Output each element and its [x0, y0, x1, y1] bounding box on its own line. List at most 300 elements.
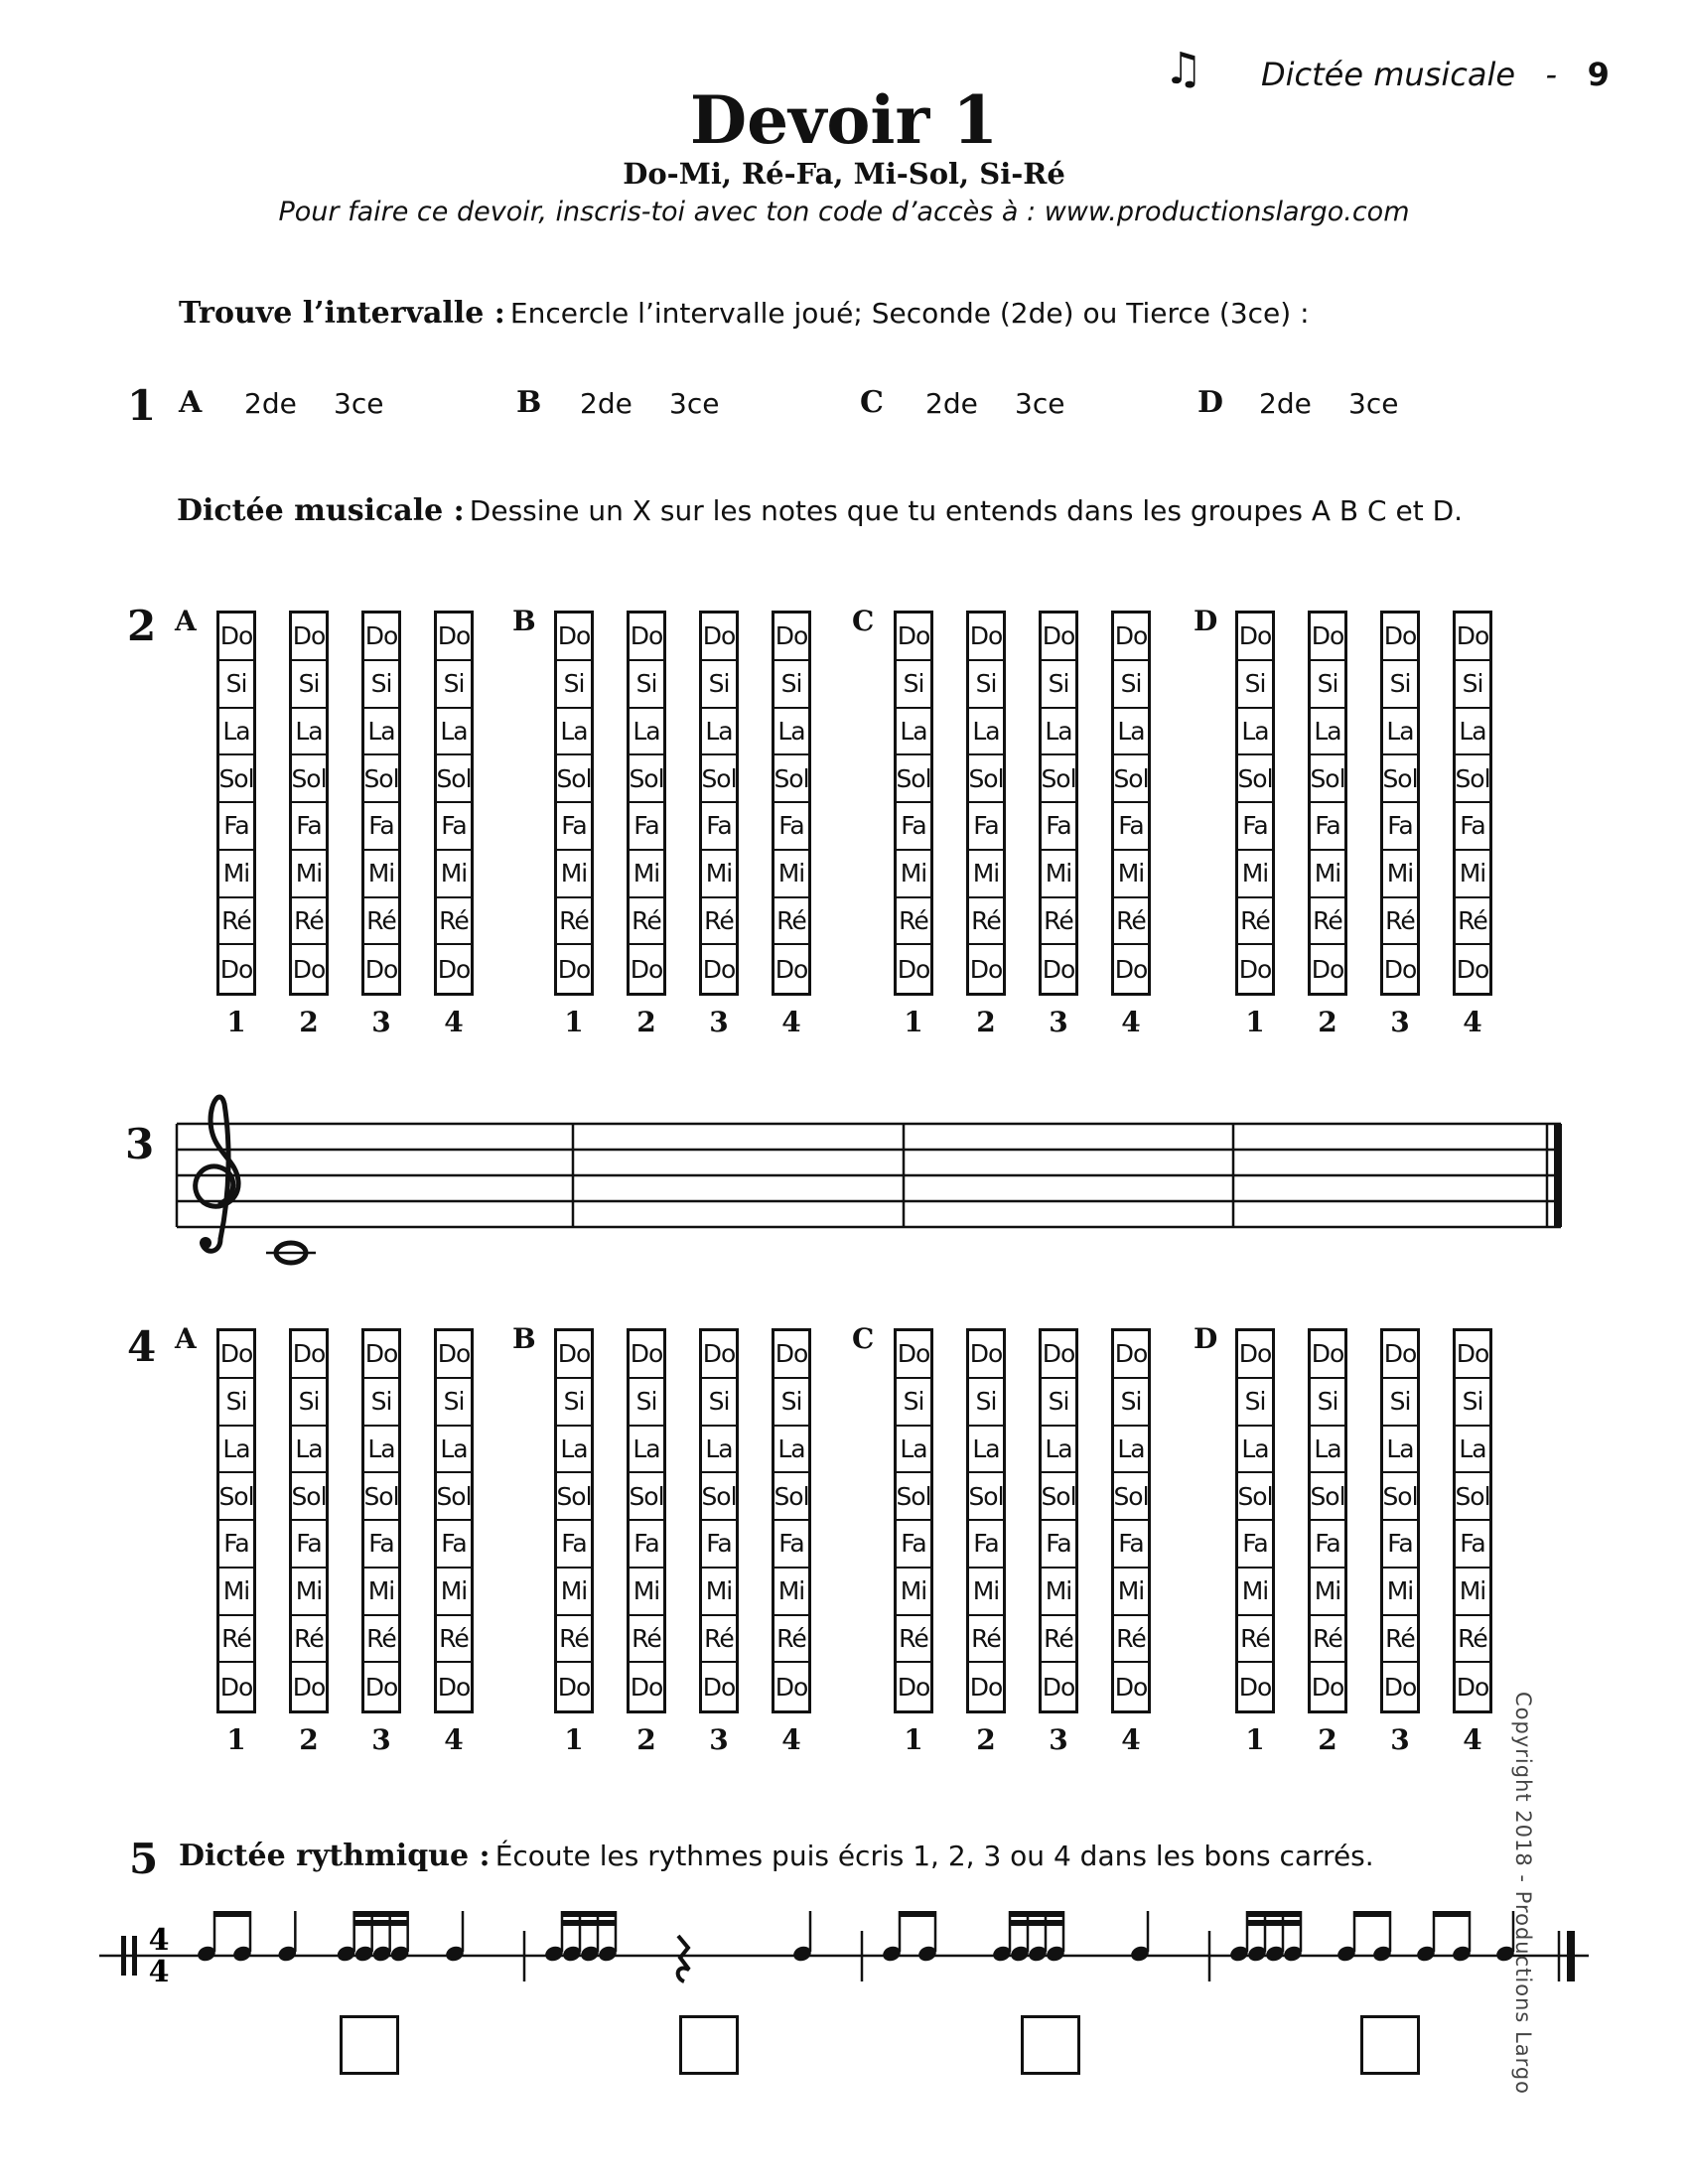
note-cell[interactable]: Sol [1042, 1473, 1075, 1521]
note-cell[interactable]: Do [969, 1672, 1003, 1702]
note-cell[interactable]: La [774, 709, 808, 756]
note-cell[interactable]: Fa [1311, 803, 1344, 851]
note-cell[interactable]: Si [897, 661, 930, 709]
note-cell[interactable]: Sol [364, 1473, 398, 1521]
note-cell[interactable]: Mi [630, 851, 663, 898]
note-cell[interactable]: Ré [292, 898, 326, 946]
note-cell[interactable]: Sol [1383, 1473, 1417, 1521]
note-cell[interactable]: Do [292, 954, 326, 984]
dictee-text: Dessine un X sur les notes que tu entends dans les groupes A B C et D. [469, 494, 1464, 527]
note-cell[interactable]: Ré [1383, 898, 1417, 946]
note-cell[interactable]: Si [1042, 661, 1075, 709]
note-cell[interactable]: Ré [774, 1616, 808, 1664]
note-cell[interactable]: Fa [774, 803, 808, 851]
note-cell[interactable]: Si [1114, 661, 1148, 709]
note-cell[interactable]: La [1383, 1427, 1417, 1474]
note-cell[interactable]: Si [1114, 1379, 1148, 1427]
note-cell[interactable]: Do [292, 1331, 326, 1379]
note-cell[interactable]: Sol [1456, 755, 1489, 803]
note-cell[interactable]: Fa [630, 1521, 663, 1569]
note-cell[interactable]: Sol [219, 755, 253, 803]
page-title: Devoir 1 [689, 81, 999, 159]
note-cell[interactable]: Ré [1456, 1616, 1489, 1664]
note-cell[interactable]: Do [557, 614, 591, 661]
note-cell[interactable]: Sol [774, 755, 808, 803]
note-cell[interactable]: La [702, 709, 736, 756]
note-cell[interactable]: Mi [897, 851, 930, 898]
note-cell[interactable]: Sol [1311, 755, 1344, 803]
note-cell[interactable]: Fa [437, 803, 471, 851]
note-cell[interactable]: Ré [1383, 1616, 1417, 1664]
note-cell[interactable]: Ré [1114, 898, 1148, 946]
note-cell[interactable]: Fa [557, 803, 591, 851]
note-cell[interactable]: Do [219, 1331, 253, 1379]
note-cell[interactable]: Do [1383, 954, 1417, 984]
eighth-beam [1434, 1911, 1470, 1917]
interval-option-3ce[interactable]: 3ce [669, 387, 720, 420]
note-cell[interactable]: Sol [774, 1473, 808, 1521]
answer-box[interactable] [1360, 2015, 1420, 2075]
note-cell[interactable]: Mi [557, 851, 591, 898]
column-number: 4 [1121, 1723, 1141, 1756]
note-cell[interactable]: Do [702, 1331, 736, 1379]
note-cell[interactable]: Do [292, 1672, 326, 1702]
note-cell[interactable]: Fa [1238, 803, 1272, 851]
note-cell[interactable]: Fa [1383, 803, 1417, 851]
column-number: 1 [904, 1723, 923, 1756]
note-cell[interactable]: La [1238, 1427, 1272, 1474]
note-cell[interactable]: Do [1042, 954, 1075, 984]
note-cell[interactable]: Si [1311, 1379, 1344, 1427]
note-cell[interactable]: Mi [897, 1569, 930, 1616]
column-number: 4 [781, 1006, 801, 1038]
note-cell[interactable]: Ré [969, 1616, 1003, 1664]
note-cell[interactable]: Si [219, 1379, 253, 1427]
note-cell[interactable]: La [969, 1427, 1003, 1474]
note-cell[interactable]: Do [630, 954, 663, 984]
note-cell[interactable]: La [1311, 709, 1344, 756]
note-cell[interactable]: La [437, 1427, 471, 1474]
note-cell[interactable]: Mi [1042, 1569, 1075, 1616]
note-cell[interactable]: Do [1456, 1672, 1489, 1702]
note-cell[interactable]: Ré [1456, 898, 1489, 946]
note-cell[interactable]: Do [557, 954, 591, 984]
note-cell[interactable]: La [292, 1427, 326, 1474]
note-cell[interactable]: Do [364, 1672, 398, 1702]
section2-number: 2 [127, 602, 157, 650]
sixteenth-beam [562, 1911, 616, 1917]
note-cell[interactable]: Si [630, 661, 663, 709]
note-cell[interactable]: Ré [437, 898, 471, 946]
note-cell[interactable]: Mi [969, 1569, 1003, 1616]
note-cell[interactable]: Do [1238, 1672, 1272, 1702]
page-subtitle: Do-Mi, Ré-Fa, Mi-Sol, Si-Ré [623, 157, 1065, 191]
note-cell[interactable]: Do [557, 1331, 591, 1379]
column-number: 3 [709, 1723, 729, 1756]
answer-box[interactable] [1021, 2015, 1080, 2075]
note-cell[interactable]: Mi [1456, 851, 1489, 898]
note-cell[interactable]: La [557, 709, 591, 756]
note-cell[interactable]: Do [630, 614, 663, 661]
note-cell[interactable]: Si [1456, 661, 1489, 709]
note-cell[interactable]: Si [292, 661, 326, 709]
column-number: 1 [1245, 1723, 1265, 1756]
note-cell[interactable]: Do [364, 954, 398, 984]
note-cell[interactable]: Fa [1238, 1521, 1272, 1569]
note-cell[interactable]: Do [897, 1331, 930, 1379]
note-cell[interactable]: Do [1456, 954, 1489, 984]
note-cell[interactable]: Si [364, 661, 398, 709]
note-cell[interactable]: La [630, 709, 663, 756]
note-cell[interactable]: Sol [630, 1473, 663, 1521]
note-cell[interactable]: La [897, 1427, 930, 1474]
note-cell[interactable]: La [1042, 709, 1075, 756]
note-cell[interactable]: Fa [702, 803, 736, 851]
note-cell[interactable]: Sol [292, 1473, 326, 1521]
note-cell[interactable]: Si [969, 661, 1003, 709]
note-cell[interactable]: Sol [630, 755, 663, 803]
note-cell[interactable]: Fa [774, 1521, 808, 1569]
note-cell[interactable]: Fa [897, 803, 930, 851]
percussion-clef-icon [121, 1936, 126, 1976]
note-cell[interactable]: La [969, 709, 1003, 756]
note-cell[interactable]: La [364, 709, 398, 756]
note-cell[interactable]: Si [437, 1379, 471, 1427]
note-cell[interactable]: Do [1311, 1672, 1344, 1702]
note-cell[interactable]: La [1456, 709, 1489, 756]
note-cell[interactable]: Ré [630, 1616, 663, 1664]
interval-option-2de[interactable]: 2de [244, 387, 297, 420]
note-cell[interactable]: Si [292, 1379, 326, 1427]
note-cell[interactable]: Ré [774, 898, 808, 946]
note-cell[interactable]: La [1114, 1427, 1148, 1474]
note-cell[interactable]: Fa [1042, 803, 1075, 851]
note-cell[interactable]: Si [364, 1379, 398, 1427]
group-letter: A [175, 605, 197, 637]
note-cell[interactable]: La [1456, 1427, 1489, 1474]
note-cell[interactable]: Do [437, 1672, 471, 1702]
note-cell[interactable]: Fa [1383, 1521, 1417, 1569]
note-cell[interactable]: Mi [774, 1569, 808, 1616]
interval-option-3ce[interactable]: 3ce [1015, 387, 1065, 420]
note-cell[interactable]: Ré [897, 1616, 930, 1664]
note-cell[interactable]: Ré [702, 1616, 736, 1664]
column-number: 3 [1390, 1006, 1410, 1038]
note-cell[interactable]: Mi [364, 851, 398, 898]
note-cell[interactable]: Do [702, 1672, 736, 1702]
note-cell[interactable]: Do [630, 1672, 663, 1702]
note-cell[interactable]: Do [969, 954, 1003, 984]
note-cell[interactable]: Do [219, 614, 253, 661]
note-cell[interactable]: Si [1238, 1379, 1272, 1427]
note-cell[interactable]: Do [437, 1331, 471, 1379]
note-cell[interactable]: Do [292, 614, 326, 661]
note-cell[interactable]: Sol [897, 1473, 930, 1521]
note-cell[interactable]: Fa [1311, 1521, 1344, 1569]
note-cell[interactable]: Do [1114, 954, 1148, 984]
note-cell[interactable]: Fa [219, 1521, 253, 1569]
note-cell[interactable]: Do [702, 614, 736, 661]
note-cell[interactable]: Si [1238, 661, 1272, 709]
interval-option-3ce[interactable]: 3ce [334, 387, 384, 420]
note-cell[interactable]: Mi [437, 851, 471, 898]
interval-option-2de[interactable]: 2de [580, 387, 633, 420]
note-cell[interactable]: Do [1383, 614, 1417, 661]
note-cell[interactable]: Si [702, 1379, 736, 1427]
note-cell[interactable]: Ré [219, 1616, 253, 1664]
note-cell[interactable]: Do [702, 954, 736, 984]
note-cell[interactable]: Si [1042, 1379, 1075, 1427]
note-cell[interactable]: Do [630, 1331, 663, 1379]
note-cell[interactable]: Do [1042, 1331, 1075, 1379]
note-cell[interactable]: Sol [219, 1473, 253, 1521]
note-cell[interactable]: Do [1238, 1331, 1272, 1379]
note-cell[interactable]: Ré [557, 898, 591, 946]
note-cell[interactable]: Si [1456, 1379, 1489, 1427]
note-cell[interactable]: La [702, 1427, 736, 1474]
note-cell[interactable]: Do [1114, 1331, 1148, 1379]
note-cell[interactable]: Do [1042, 1672, 1075, 1702]
note-cell[interactable]: Si [1383, 661, 1417, 709]
copyright-notice: Copyright 2018 - Productions Largo [1511, 1692, 1535, 2096]
note-cell[interactable]: Mi [969, 851, 1003, 898]
note-cell[interactable]: Mi [1114, 851, 1148, 898]
note-cell[interactable]: Fa [364, 1521, 398, 1569]
note-cell[interactable]: Fa [1042, 1521, 1075, 1569]
note-cell[interactable]: Ré [1114, 1616, 1148, 1664]
note-cell[interactable]: Si [969, 1379, 1003, 1427]
note-cell[interactable]: Mi [1311, 851, 1344, 898]
note-cell[interactable]: Ré [1042, 1616, 1075, 1664]
note-cell[interactable]: Mi [292, 1569, 326, 1616]
column-number: 1 [564, 1006, 584, 1038]
note-cell[interactable]: Fa [702, 1521, 736, 1569]
note-cell[interactable]: Fa [292, 1521, 326, 1569]
note-cell[interactable]: Fa [219, 803, 253, 851]
note-cell[interactable]: Sol [292, 755, 326, 803]
note-cell[interactable]: Si [1383, 1379, 1417, 1427]
note-cell[interactable]: Do [1238, 614, 1272, 661]
note-cell[interactable]: Mi [1456, 1569, 1489, 1616]
note-cell[interactable]: Mi [702, 1569, 736, 1616]
note-cell[interactable]: La [219, 1427, 253, 1474]
note-cell[interactable]: Mi [292, 851, 326, 898]
note-cell[interactable]: Mi [437, 1569, 471, 1616]
note-cell[interactable]: Si [774, 1379, 808, 1427]
note-cell[interactable]: Mi [1238, 851, 1272, 898]
note-cell[interactable]: Do [1311, 954, 1344, 984]
note-cell[interactable]: La [219, 709, 253, 756]
note-cell[interactable]: Fa [630, 803, 663, 851]
note-cell[interactable]: Do [1456, 1331, 1489, 1379]
note-cell[interactable]: Ré [1238, 1616, 1272, 1664]
note-cell[interactable]: Do [969, 1331, 1003, 1379]
note-cell[interactable]: Sol [969, 1473, 1003, 1521]
note-cell[interactable]: Mi [1383, 1569, 1417, 1616]
note-cell[interactable]: La [897, 709, 930, 756]
note-cell[interactable]: Do [364, 1331, 398, 1379]
note-cell[interactable]: Fa [969, 803, 1003, 851]
note-cell[interactable]: Sol [557, 755, 591, 803]
note-cell[interactable]: Sol [1311, 1473, 1344, 1521]
note-cell[interactable]: Fa [437, 1521, 471, 1569]
note-cell[interactable]: Mi [557, 1569, 591, 1616]
note-cell[interactable]: Sol [1238, 1473, 1272, 1521]
note-cell[interactable]: Sol [1042, 755, 1075, 803]
column-number: 4 [1121, 1006, 1141, 1038]
note-cell[interactable]: Sol [437, 1473, 471, 1521]
note-cell[interactable]: Do [897, 1672, 930, 1702]
column-number: 3 [371, 1723, 391, 1756]
note-cell[interactable]: Do [969, 614, 1003, 661]
note-cell[interactable]: Ré [364, 1616, 398, 1664]
note-cell[interactable]: Sol [1383, 755, 1417, 803]
group-letter: A [175, 1322, 197, 1355]
note-cell[interactable]: La [1042, 1427, 1075, 1474]
note-cell[interactable]: Si [897, 1379, 930, 1427]
note-cell[interactable]: Mi [1383, 851, 1417, 898]
note-cell[interactable]: La [364, 1427, 398, 1474]
group-letter: C [852, 1322, 875, 1355]
note-cell[interactable]: Mi [774, 851, 808, 898]
note-cell[interactable]: Do [774, 954, 808, 984]
note-cell[interactable]: Ré [557, 1616, 591, 1664]
column-number: 2 [976, 1723, 996, 1756]
note-cell[interactable]: Do [1383, 1331, 1417, 1379]
note-cell[interactable]: Ré [702, 898, 736, 946]
note-cell[interactable]: La [1383, 709, 1417, 756]
note-cell[interactable]: Mi [1042, 851, 1075, 898]
answer-box[interactable] [340, 2015, 399, 2075]
note-cell[interactable]: La [557, 1427, 591, 1474]
section4-number: 4 [127, 1322, 157, 1371]
note-cell[interactable]: Sol [1456, 1473, 1489, 1521]
sixteenth-beam [1247, 1920, 1301, 1926]
note-cell[interactable]: Sol [969, 755, 1003, 803]
note-cell[interactable]: Do [1114, 614, 1148, 661]
note-cell[interactable]: Sol [557, 1473, 591, 1521]
column-number: 3 [371, 1006, 391, 1038]
note-cell[interactable]: Ré [219, 898, 253, 946]
note-cell[interactable]: Do [557, 1672, 591, 1702]
note-cell[interactable]: Fa [1456, 1521, 1489, 1569]
note-cell[interactable]: Fa [969, 1521, 1003, 1569]
note-cell[interactable]: La [1311, 1427, 1344, 1474]
note-cell[interactable]: Fa [897, 1521, 930, 1569]
note-cell[interactable]: Do [774, 1331, 808, 1379]
note-cell[interactable]: Do [1311, 614, 1344, 661]
note-cell[interactable]: Do [774, 614, 808, 661]
note-cell[interactable]: Do [1238, 954, 1272, 984]
column-number: 2 [299, 1723, 319, 1756]
group-letter: B [512, 1322, 536, 1355]
answer-box[interactable] [679, 2015, 739, 2075]
note-cell[interactable]: Mi [630, 1569, 663, 1616]
note-cell[interactable]: Fa [557, 1521, 591, 1569]
note-cell[interactable]: Si [1311, 661, 1344, 709]
note-cell[interactable]: Fa [1114, 1521, 1148, 1569]
note-cell[interactable]: Do [1456, 614, 1489, 661]
note-cell[interactable]: Mi [219, 851, 253, 898]
note-cell[interactable]: Sol [1238, 755, 1272, 803]
interval-option-2de[interactable]: 2de [925, 387, 978, 420]
note-cell[interactable]: Mi [702, 851, 736, 898]
note-cell[interactable]: Do [897, 954, 930, 984]
interval-option-3ce[interactable]: 3ce [1348, 387, 1399, 420]
note-cell[interactable]: Sol [897, 755, 930, 803]
note-cell[interactable]: Ré [897, 898, 930, 946]
note-cell[interactable]: Fa [1456, 803, 1489, 851]
note-cell[interactable]: Sol [702, 755, 736, 803]
note-cell[interactable]: Mi [219, 1569, 253, 1616]
interval-letter: A [179, 385, 203, 420]
note-cell[interactable]: Sol [1114, 755, 1148, 803]
note-cell[interactable]: Do [1114, 1672, 1148, 1702]
note-cell[interactable]: Ré [364, 898, 398, 946]
note-cell[interactable]: Si [557, 1379, 591, 1427]
note-cell[interactable]: Mi [364, 1569, 398, 1616]
note-cell[interactable]: Fa [364, 803, 398, 851]
note-cell[interactable]: Ré [630, 898, 663, 946]
section5-text: Écoute les rythmes puis écris 1, 2, 3 ou 4 dans les bons carrés. [494, 1840, 1374, 1872]
note-cell[interactable]: Do [219, 1672, 253, 1702]
note-cell[interactable]: Sol [702, 1473, 736, 1521]
note-cell[interactable]: La [1114, 709, 1148, 756]
note-cell[interactable]: Do [364, 614, 398, 661]
note-cell[interactable]: Ré [1238, 898, 1272, 946]
group-letter: C [852, 605, 875, 637]
note-cell[interactable]: Mi [1311, 1569, 1344, 1616]
sixteenth-beam [1010, 1920, 1063, 1926]
note-cell[interactable]: Ré [969, 898, 1003, 946]
note-cell[interactable]: Sol [364, 755, 398, 803]
eighth-beam [900, 1911, 935, 1917]
note-cell[interactable]: Do [774, 1672, 808, 1702]
interval-option-2de[interactable]: 2de [1259, 387, 1312, 420]
note-cell[interactable]: La [437, 709, 471, 756]
note-cell[interactable]: La [1238, 709, 1272, 756]
note-cell[interactable]: Do [437, 954, 471, 984]
note-cell[interactable]: Ré [1042, 898, 1075, 946]
note-cell[interactable]: Mi [1238, 1569, 1272, 1616]
section3-number: 3 [125, 1120, 155, 1168]
note-cell[interactable]: Do [1311, 1331, 1344, 1379]
note-cell[interactable]: La [774, 1427, 808, 1474]
note-cell[interactable]: Fa [292, 803, 326, 851]
note-cell[interactable]: La [630, 1427, 663, 1474]
note-cell[interactable]: Ré [1311, 1616, 1344, 1664]
note-cell[interactable]: Si [774, 661, 808, 709]
note-cell[interactable]: Fa [1114, 803, 1148, 851]
note-cell[interactable]: Ré [437, 1616, 471, 1664]
note-cell[interactable]: Do [437, 614, 471, 661]
note-cell[interactable]: Sol [437, 755, 471, 803]
note-cell[interactable]: Si [630, 1379, 663, 1427]
note-cell[interactable]: La [292, 709, 326, 756]
note-cell[interactable]: Si [702, 661, 736, 709]
note-cell[interactable]: Si [437, 661, 471, 709]
note-cell[interactable]: Do [1042, 614, 1075, 661]
note-cell[interactable]: Si [557, 661, 591, 709]
note-cell[interactable]: Mi [1114, 1569, 1148, 1616]
note-cell[interactable]: Do [1383, 1672, 1417, 1702]
note-cell[interactable]: Si [219, 661, 253, 709]
note-cell[interactable]: Ré [1311, 898, 1344, 946]
note-cell[interactable]: Do [219, 954, 253, 984]
note-cell[interactable]: Do [897, 614, 930, 661]
note-cell[interactable]: Sol [1114, 1473, 1148, 1521]
note-cell[interactable]: Ré [292, 1616, 326, 1664]
